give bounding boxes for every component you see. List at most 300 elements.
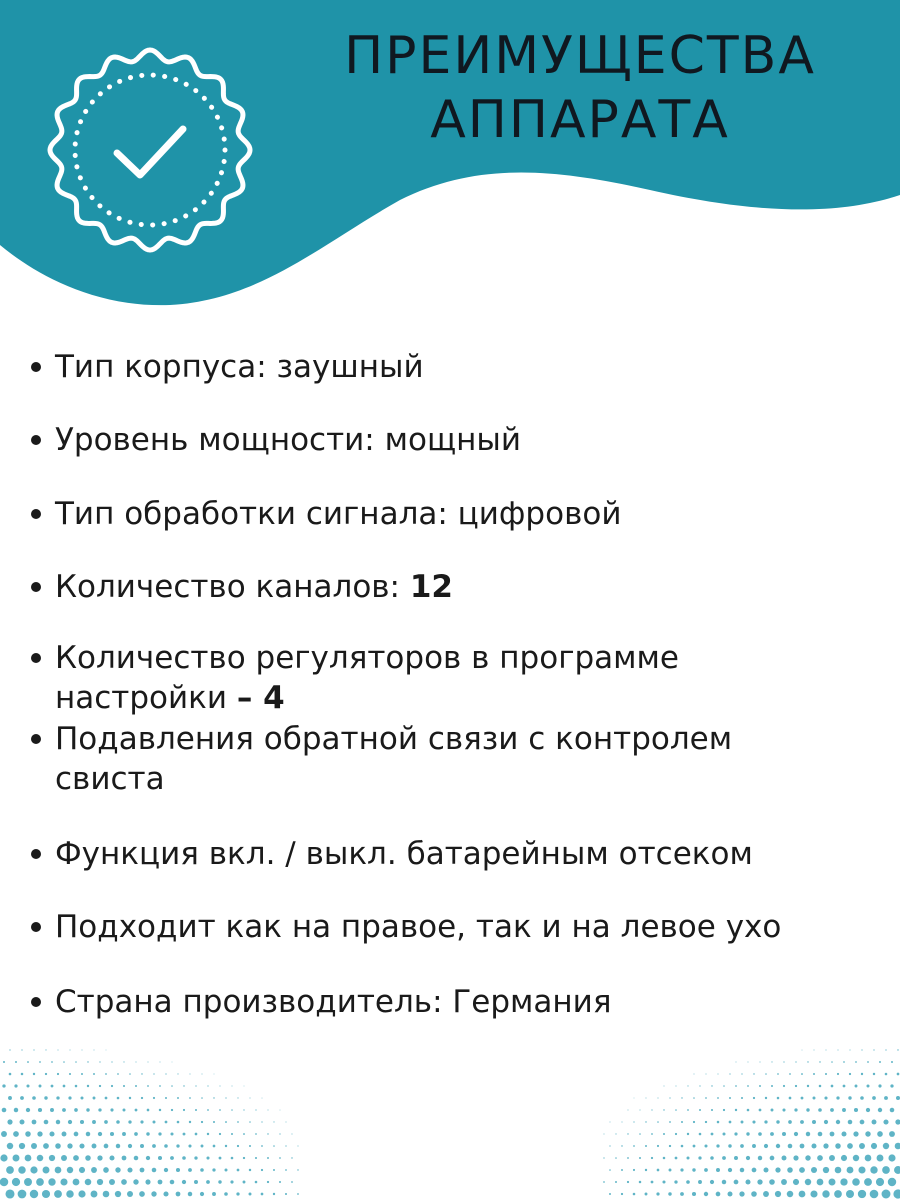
halftone-dot [663, 1157, 666, 1160]
halftone-dot [2, 1108, 7, 1113]
halftone-dot [645, 1145, 647, 1147]
halftone-dot [609, 1193, 611, 1195]
halftone-dot [79, 1167, 85, 1173]
halftone-dot [273, 1193, 275, 1195]
feature-item [55, 494, 855, 534]
halftone-dot [645, 1121, 646, 1122]
halftone-dot [675, 1109, 677, 1111]
halftone-dot [148, 1062, 149, 1063]
halftone-dot [261, 1193, 264, 1196]
halftone-dot [734, 1156, 738, 1160]
halftone-dot [195, 1133, 198, 1136]
halftone-dot [75, 1061, 77, 1063]
feature-item [55, 638, 855, 718]
halftone-dot [206, 1180, 210, 1184]
halftone-dot [645, 1193, 648, 1196]
halftone-dot [61, 1155, 67, 1161]
halftone-dot [609, 1169, 611, 1171]
halftone-dot [777, 1073, 779, 1075]
halftone-dot [728, 1168, 732, 1172]
halftone-dot [769, 1179, 775, 1185]
halftone-dot [43, 1143, 49, 1149]
halftone-dot [134, 1132, 138, 1136]
halftone-dot [828, 1178, 835, 1185]
halftone-dot [140, 1168, 145, 1173]
halftone-dots-decoration-left [0, 1010, 300, 1200]
halftone-dot [741, 1073, 742, 1074]
halftone-dot [799, 1191, 806, 1198]
halftone-dot [182, 1156, 186, 1160]
halftone-dot [771, 1109, 774, 1112]
halftone-dot [97, 1155, 102, 1160]
halftone-dot [7, 1143, 13, 1149]
halftone-dot [704, 1144, 707, 1147]
halftone-dot [123, 1109, 126, 1112]
halftone-dot [789, 1097, 792, 1100]
halftone-dot [255, 1157, 257, 1159]
halftone-dot [841, 1131, 846, 1136]
halftone-dot [297, 1193, 299, 1195]
halftone-dot [237, 1169, 240, 1172]
halftone-dot [68, 1096, 71, 1099]
halftone-dot [825, 1073, 827, 1075]
halftone-dot [764, 1120, 767, 1123]
halftone-dot [698, 1180, 702, 1184]
halftone-dot [225, 1121, 227, 1123]
halftone-dot [776, 1144, 780, 1148]
halftone-dot [170, 1156, 174, 1160]
halftone-dot [897, 1049, 898, 1050]
halftone-dot [753, 1073, 754, 1074]
halftone-dot [870, 1190, 879, 1199]
halftone-dot [207, 1133, 209, 1135]
halftone-dot [735, 1109, 737, 1111]
halftone-dot [75, 1085, 78, 1088]
halftone-dot [153, 1073, 154, 1074]
halftone-dot [873, 1073, 875, 1075]
halftone-dot [249, 1121, 251, 1123]
halftone-dot [219, 1109, 221, 1111]
halftone-dot [158, 1156, 162, 1160]
halftone-dot [13, 1155, 20, 1162]
halftone-dot [172, 1062, 173, 1063]
halftone-dot [759, 1085, 761, 1087]
halftone-dot [889, 1131, 895, 1137]
halftone-dot [752, 1168, 757, 1173]
halftone-dot [891, 1061, 893, 1063]
halftone-dot [722, 1180, 726, 1184]
halftone-dot [753, 1097, 755, 1099]
halftone-dot [237, 1097, 238, 1098]
halftone-dot [8, 1096, 12, 1100]
halftone-dot [255, 1133, 257, 1135]
halftone-dot [13, 1131, 19, 1137]
halftone-dot [699, 1133, 702, 1136]
halftone-dot [79, 1143, 84, 1148]
halftone-dot [748, 1062, 749, 1063]
halftone-dot [73, 1155, 79, 1161]
halftone-dot [664, 1086, 665, 1087]
halftone-dot [98, 1132, 102, 1136]
halftone-dot [261, 1145, 263, 1147]
halftone-dot [93, 1073, 95, 1075]
halftone-dot [129, 1073, 131, 1075]
halftone-dot [890, 1108, 895, 1113]
halftone-dot [781, 1179, 787, 1185]
halftone-dot [765, 1097, 767, 1099]
halftone-dot [195, 1109, 197, 1111]
halftone-dot [32, 1120, 37, 1125]
halftone-dot [824, 1120, 828, 1124]
halftone-dot [604, 1134, 605, 1135]
halftone-dot [225, 1145, 227, 1147]
halftone-dot [759, 1061, 760, 1062]
halftone-dot [279, 1133, 280, 1134]
halftone-dot [273, 1121, 274, 1122]
halftone-dot [723, 1109, 725, 1111]
halftone-dot [741, 1121, 744, 1124]
halftone-dot [711, 1085, 712, 1086]
halftone-dot [51, 1061, 53, 1063]
halftone-dot [140, 1144, 144, 1148]
halftone-dot [183, 1085, 184, 1086]
halftone-dot [848, 1120, 853, 1125]
halftone-dot [129, 1097, 131, 1099]
halftone-dot [783, 1085, 785, 1087]
halftone-dot [225, 1097, 226, 1098]
halftone-dot [141, 1073, 142, 1074]
halftone-dot [213, 1121, 215, 1123]
halftone-dot [267, 1157, 269, 1159]
halftone-dot [39, 1085, 42, 1088]
halftone-dot [729, 1097, 731, 1099]
halftone-dot [675, 1157, 678, 1160]
halftone-dot [92, 1144, 97, 1149]
halftone-dot [646, 1098, 647, 1099]
halftone-dot [800, 1144, 805, 1149]
halftone-dot [105, 1073, 107, 1075]
halftone-dot [194, 1156, 197, 1159]
halftone-dot [159, 1109, 161, 1111]
halftone-dot [213, 1097, 214, 1098]
halftone-dot [840, 1178, 847, 1185]
halftone-dot [236, 1192, 239, 1195]
halftone-dot [662, 1180, 665, 1183]
halftone-dots-decoration-right [600, 1010, 900, 1200]
halftone-dot [729, 1121, 732, 1124]
halftone-dot [153, 1097, 155, 1099]
halftone-dot [711, 1109, 713, 1111]
halftone-dot [751, 1191, 757, 1197]
halftone-dot [710, 1156, 714, 1160]
halftone-dot [628, 1110, 629, 1111]
halftone-dot [633, 1145, 635, 1147]
halftone-dot [44, 1096, 47, 1099]
halftone-dot [854, 1108, 858, 1112]
halftone-dot [104, 1144, 109, 1149]
halftone-dot [830, 1132, 835, 1137]
halftone-dot [882, 1166, 890, 1174]
halftone-dot [888, 1178, 896, 1186]
halftone-dot [885, 1049, 886, 1050]
halftone-dot [651, 1157, 653, 1159]
halftone-dot [94, 1050, 95, 1051]
halftone-dot [853, 1131, 858, 1136]
halftone-dot [230, 1180, 233, 1183]
halftone-dot [704, 1168, 708, 1172]
halftone-dot [213, 1145, 216, 1148]
halftone-dot [91, 1191, 98, 1198]
halftone-dot [866, 1084, 869, 1087]
halftone-dot [716, 1168, 720, 1172]
halftone-dot [18, 1166, 25, 1173]
halftone-dot [231, 1157, 234, 1160]
halftone-dot [674, 1180, 677, 1183]
halftone-dot [159, 1085, 161, 1087]
halftone-dot [788, 1120, 792, 1124]
halftone-dot [651, 1133, 653, 1135]
title-line-2: АППАРАТА [430, 90, 730, 150]
halftone-dot [273, 1169, 275, 1171]
halftone-dot [164, 1168, 168, 1172]
halftone-dot [33, 1073, 35, 1075]
halftone-dot [14, 1108, 18, 1112]
halftone-dot [686, 1180, 690, 1184]
halftone-dot [817, 1179, 824, 1186]
halftone-dot [867, 1061, 869, 1063]
halftone-dot [722, 1156, 726, 1160]
halftone-dot [656, 1192, 659, 1195]
halftone-dot [160, 1062, 161, 1063]
halftone-dot [633, 1193, 636, 1196]
halftone-dot [770, 1156, 775, 1161]
feature-item [55, 420, 855, 460]
halftone-dot [24, 1178, 32, 1186]
halftone-dot [177, 1073, 178, 1074]
halftone-dot [267, 1181, 269, 1183]
halftone-dot [182, 1180, 186, 1184]
halftone-dot [141, 1097, 143, 1099]
halftone-dot [224, 1192, 228, 1196]
halftone-dot [45, 1049, 46, 1050]
halftone-dot [873, 1049, 874, 1050]
halftone-dot [37, 1131, 42, 1136]
feature-value: – 4 [236, 680, 285, 716]
bullet-icon [31, 653, 41, 663]
halftone-dot [615, 1157, 617, 1159]
halftone-dot [872, 1096, 876, 1100]
halftone-dot [291, 1157, 292, 1158]
halftone-dot [133, 1179, 138, 1184]
halftone-dot [165, 1121, 168, 1124]
halftone-dot [710, 1180, 714, 1184]
halftone-dot [639, 1157, 641, 1159]
halftone-dot [639, 1133, 641, 1135]
halftone-dot [291, 1181, 293, 1183]
halftone-dot [746, 1156, 750, 1160]
halftone-dot [188, 1144, 191, 1147]
halftone-dot [890, 1084, 893, 1087]
halftone-dot [177, 1097, 179, 1099]
halftone-dot [829, 1155, 835, 1161]
feature-text-continued: настройки [55, 680, 237, 716]
halftone-dot [86, 1132, 91, 1137]
halftone-dot [693, 1097, 695, 1099]
halftone-dot [122, 1156, 127, 1161]
halftone-dot [603, 1157, 604, 1158]
halftone-dot [171, 1085, 173, 1087]
halftone-dot [122, 1132, 126, 1136]
halftone-dot [775, 1191, 781, 1197]
halftone-dot [627, 1157, 629, 1159]
halftone-dot [165, 1097, 167, 1099]
halftone-dot [789, 1073, 791, 1075]
halftone-dot [681, 1145, 684, 1148]
halftone-dot [849, 1049, 850, 1050]
halftone-dot [69, 1073, 71, 1075]
halftone-dot [740, 1144, 744, 1148]
halftone-dot [870, 1166, 877, 1173]
halftone-dot [693, 1121, 695, 1123]
halftone-dot [627, 1181, 629, 1183]
halftone-dot [280, 1110, 281, 1111]
halftone-dot [634, 1098, 635, 1099]
halftone-dot [723, 1133, 726, 1136]
halftone-dot [765, 1073, 767, 1075]
halftone-dot [681, 1121, 683, 1123]
halftone-dot [99, 1061, 100, 1062]
halftone-dot [669, 1097, 670, 1098]
halftone-dot [716, 1192, 721, 1197]
halftone-dot [669, 1145, 671, 1147]
halftone-dot [279, 1157, 281, 1159]
halftone-dot [134, 1156, 139, 1161]
halftone-dot [812, 1120, 816, 1124]
halftone-dot [152, 1168, 157, 1173]
halftone-dot [757, 1179, 762, 1184]
halftone-dot [806, 1132, 810, 1136]
feature-text: Количество каналов: [55, 569, 410, 605]
halftone-dot [735, 1085, 737, 1087]
halftone-dot [694, 1074, 695, 1075]
halftone-dot [38, 1108, 42, 1112]
halftone-dot [728, 1192, 733, 1197]
halftone-dot [752, 1144, 756, 1148]
halftone-dot [80, 1096, 83, 1099]
halftone-dot [32, 1096, 36, 1100]
halftone-dot [231, 1133, 233, 1135]
halftone-dot [12, 1178, 20, 1186]
halftone-dot [811, 1143, 816, 1148]
halftone-dot [831, 1085, 834, 1088]
halftone-dot [692, 1168, 695, 1171]
halftone-dot [758, 1132, 762, 1136]
halftone-dot [668, 1192, 671, 1195]
halftone-dot [799, 1167, 805, 1173]
halftone-dot [237, 1121, 239, 1123]
halftone-dot [895, 1143, 900, 1150]
halftone-dot [621, 1193, 623, 1195]
halftone-dot [884, 1096, 888, 1100]
halftone-dot [140, 1120, 143, 1123]
halftone-dot [66, 1190, 74, 1198]
feature-item [55, 719, 855, 799]
halftone-dot [680, 1168, 683, 1171]
halftone-dot [817, 1155, 823, 1161]
halftone-dot [7, 1119, 12, 1124]
halftone-dot [67, 1167, 73, 1173]
feature-text: Подавления обратной связи с контролем [55, 721, 733, 757]
halftone-dot [176, 1144, 179, 1147]
halftone-dot [693, 1145, 696, 1148]
halftone-dot [824, 1096, 827, 1099]
halftone-dot [855, 1061, 857, 1063]
halftone-dot [826, 1050, 827, 1051]
halftone-dot [158, 1132, 161, 1135]
halftone-dot [1, 1131, 7, 1137]
halftone-dot [675, 1085, 676, 1086]
halftone-dot [878, 1108, 882, 1112]
halftone-dot [116, 1144, 120, 1148]
halftone-dot [201, 1121, 203, 1123]
halftone-dot [795, 1061, 796, 1062]
halftone-dot [55, 1143, 61, 1149]
halftone-dot [219, 1133, 221, 1135]
halftone-dot [164, 1144, 168, 1148]
halftone-dot [717, 1121, 720, 1124]
halftone-dot [243, 1133, 245, 1135]
halftone-dot [734, 1180, 739, 1185]
halftone-dot [91, 1167, 97, 1173]
halftone-dot [896, 1096, 900, 1100]
halftone-dot [123, 1085, 125, 1087]
halftone-dot [858, 1190, 866, 1198]
halftone-dot [847, 1143, 853, 1149]
halftone-dot [837, 1073, 839, 1075]
halftone-dot [214, 1074, 215, 1075]
halftone-dot [219, 1085, 220, 1086]
halftone-dot [244, 1086, 245, 1087]
halftone-dot [54, 1190, 62, 1198]
bullet-icon [31, 582, 41, 592]
halftone-dot [183, 1133, 186, 1136]
halftone-dot [103, 1167, 109, 1173]
halftone-dot [207, 1109, 209, 1111]
halftone-dot [897, 1073, 900, 1076]
halftone-dot [98, 1108, 101, 1111]
halftone-dot [285, 1169, 287, 1171]
halftone-dot [860, 1096, 864, 1100]
halftone-dot [117, 1097, 120, 1100]
halftone-dot [25, 1131, 31, 1137]
halftone-dot [859, 1143, 865, 1149]
feature-text: Подходит как на правое, так и на левое ухо [55, 909, 782, 945]
halftone-dot [20, 1120, 25, 1125]
halftone-dot [43, 1167, 50, 1174]
halftone-dot [835, 1167, 842, 1174]
halftone-dot [106, 1050, 107, 1051]
feature-text: Функция вкл. / выкл. батарейным отсеком [55, 836, 753, 872]
halftone-dot [775, 1167, 780, 1172]
halftone-dot [297, 1169, 298, 1170]
halftone-dot [705, 1097, 707, 1099]
halftone-dot [279, 1181, 281, 1183]
halftone-dot [147, 1085, 149, 1087]
feature-item [55, 907, 855, 947]
halftone-dot [787, 1191, 794, 1198]
halftone-dot [621, 1121, 622, 1122]
halftone-dot [194, 1180, 198, 1184]
